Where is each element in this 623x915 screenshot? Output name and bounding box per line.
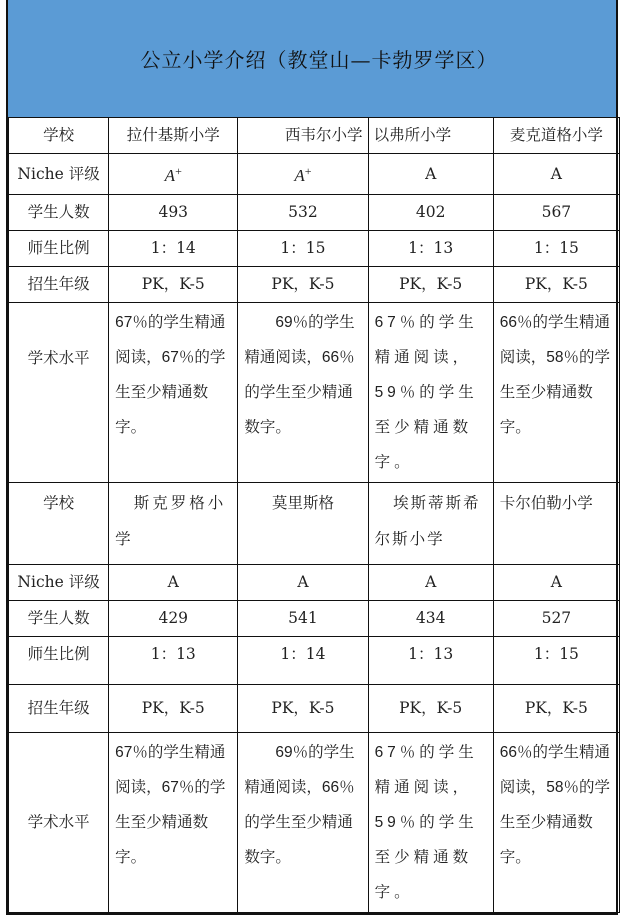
table-frame [6, 117, 618, 915]
grade-range: PK，K-5 [368, 685, 493, 733]
teacher-student-ratio: 1：13 [368, 637, 493, 685]
school-name: 卡尔伯勒小学 [493, 483, 619, 565]
row-label-students: 学生人数 [9, 195, 109, 231]
niche-grade [109, 154, 238, 195]
academic-level: 69％的学生精通阅读，66％的学生至少精通数字。 [238, 733, 368, 913]
student-count: 541 [238, 601, 368, 637]
teacher-student-ratio: 1：15 [238, 231, 368, 267]
table-row-school-names-1 [9, 118, 620, 154]
table-row-niche-1 [9, 154, 620, 195]
row-label-academic: 学术水平 [9, 733, 109, 913]
teacher-student-ratio: 1：14 [109, 231, 238, 267]
row-label-ratio: 师生比例 [9, 637, 109, 685]
table-row-ratio-2 [9, 637, 620, 685]
table-row-grades-2 [9, 685, 620, 733]
school-name: 以弗所小学 [368, 118, 493, 154]
row-label-ratio: 师生比例 [9, 231, 109, 267]
teacher-student-ratio: 1：13 [109, 637, 238, 685]
student-count: 402 [368, 195, 493, 231]
niche-grade: A [368, 154, 493, 195]
row-label-school: 学校 [9, 118, 109, 154]
title-banner [6, 0, 618, 117]
table-row-school-names-2 [9, 483, 620, 565]
table-row-students-2 [9, 601, 620, 637]
table-row-academic-1 [9, 303, 620, 483]
row-label-niche: Niche 评级 [9, 154, 109, 195]
teacher-student-ratio: 1：15 [493, 231, 619, 267]
school-name: 麦克道格小学 [493, 118, 619, 154]
niche-grade: A [368, 565, 493, 601]
grade-range: PK，K-5 [238, 685, 368, 733]
table-row-ratio-1 [9, 231, 620, 267]
row-label-students: 学生人数 [9, 601, 109, 637]
grade-range: PK，K-5 [368, 267, 493, 303]
niche-letter: A [294, 166, 305, 185]
school-name: 西韦尔小学 [238, 118, 368, 154]
student-count: 532 [238, 195, 368, 231]
niche-grade: A [238, 565, 368, 601]
academic-level: 67％的学生精通阅读，67％的学生至少精通数字。 [109, 733, 238, 913]
grade-range: PK，K-5 [493, 685, 619, 733]
teacher-student-ratio: 1：15 [493, 637, 619, 685]
academic-level: 67％的学生精通阅读，59％的学生至少精通数字。 [368, 303, 493, 483]
row-label-grades: 招生年级 [9, 267, 109, 303]
academic-level: 66％的学生精通阅读，58％的学生至少精通数字。 [493, 733, 619, 913]
table-row-niche-2 [9, 565, 620, 601]
row-label-school: 学校 [9, 483, 109, 565]
row-label-grades: 招生年级 [9, 685, 109, 733]
table-row-academic-2 [9, 733, 620, 913]
school-comparison-document [6, 0, 618, 915]
teacher-student-ratio: 1：14 [238, 637, 368, 685]
grade-range: PK，K-5 [109, 685, 238, 733]
school-name: 莫里斯格 [238, 483, 368, 565]
row-label-academic: 学术水平 [9, 303, 109, 483]
academic-level: 66％的学生精通阅读，58％的学生至少精通数字。 [493, 303, 619, 483]
table-row-students-1 [9, 195, 620, 231]
table-row-grades-1 [9, 267, 620, 303]
student-count: 493 [109, 195, 238, 231]
niche-plus: + [175, 164, 182, 178]
document-title: 公立小学介绍（教堂山—卡勃罗学区） [140, 48, 498, 72]
school-name: 埃斯蒂斯希尔斯小学 [368, 483, 493, 565]
niche-grade: A [493, 565, 619, 601]
academic-level: 67％的学生精通阅读，59％的学生至少精通数字。 [368, 733, 493, 913]
niche-grade: A [109, 565, 238, 601]
niche-grade [238, 154, 368, 195]
niche-letter: A [164, 166, 176, 185]
student-count: 434 [368, 601, 493, 637]
student-count: 429 [109, 601, 238, 637]
student-count: 527 [493, 601, 619, 637]
grade-range: PK，K-5 [109, 267, 238, 303]
grade-range: PK，K-5 [493, 267, 619, 303]
school-name: 斯克罗格小学 [109, 483, 238, 565]
academic-level: 67％的学生精通阅读，67％的学生至少精通数字。 [109, 303, 238, 483]
row-label-niche: Niche 评级 [9, 565, 109, 601]
school-table [8, 117, 620, 913]
niche-plus: + [304, 164, 312, 178]
grade-range: PK，K-5 [238, 267, 368, 303]
niche-grade: A [493, 154, 619, 195]
school-name: 拉什基斯小学 [109, 118, 238, 154]
teacher-student-ratio: 1：13 [368, 231, 493, 267]
student-count: 567 [493, 195, 619, 231]
academic-level: 69％的学生精通阅读，66％的学生至少精通数字。 [238, 303, 368, 483]
